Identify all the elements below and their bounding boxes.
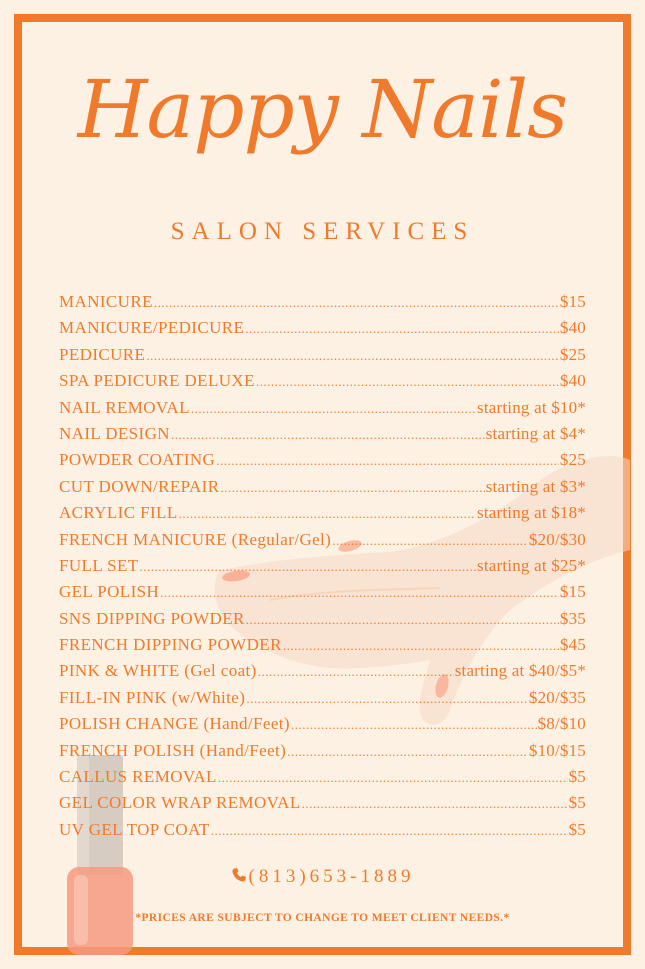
service-row: [59, 553, 586, 579]
service-row: [59, 632, 586, 658]
dot-leader: [146, 343, 559, 369]
dot-leader: [291, 712, 537, 738]
service-name: FILL-IN PINK (w/White): [59, 687, 246, 707]
service-name: MANICURE: [59, 292, 153, 311]
service-name: FRENCH MANICURE (Regular/Gel): [59, 529, 332, 549]
dot-leader: [154, 290, 559, 316]
service-row: [59, 764, 586, 790]
service-name: PINK & WHITE (Gel coat): [59, 661, 257, 681]
service-price: starting at $4*: [485, 423, 586, 443]
service-row: [59, 447, 586, 473]
phone-number: [0, 866, 645, 888]
service-price: $45: [559, 635, 586, 655]
service-row: [59, 342, 586, 368]
dot-leader: [179, 501, 476, 527]
dot-leader: [258, 659, 454, 685]
service-row: [59, 527, 586, 553]
dot-leader: [256, 369, 559, 395]
service-price: $10/$15: [528, 740, 586, 760]
service-name: UV GEL TOP COAT: [59, 819, 210, 839]
dot-leader: [218, 765, 568, 791]
service-name: CUT DOWN/REPAIR: [59, 476, 220, 496]
dot-leader: [283, 633, 559, 659]
service-row: [59, 685, 586, 711]
service-row: [59, 711, 586, 737]
phone-icon: [231, 867, 247, 883]
service-price: $5: [568, 793, 586, 813]
service-row: [59, 606, 586, 632]
service-price: $40: [559, 371, 586, 391]
service-name: ACRYLIC FILL: [59, 503, 178, 523]
service-price: starting at $10*: [477, 397, 586, 417]
service-price: starting at $25*: [477, 555, 586, 575]
service-price: starting at $3*: [485, 476, 586, 496]
service-price: $20/$30: [528, 529, 586, 549]
service-row: [59, 289, 586, 315]
service-name: GEL POLISH: [59, 582, 160, 602]
service-name: NAIL REMOVAL: [59, 397, 190, 417]
service-price: $40: [559, 318, 586, 338]
service-price: $5: [568, 767, 586, 787]
service-price: $15: [559, 292, 586, 311]
service-name: SPA PEDICURE DELUXE: [59, 371, 255, 391]
dot-leader: [171, 422, 485, 448]
service-price: starting at $18*: [477, 503, 586, 523]
price-disclaimer: *PRICES ARE SUBJECT TO CHANGE TO MEET CLIENT NEEDS.*: [135, 912, 510, 924]
dot-leader: [211, 818, 568, 844]
service-price: $5: [568, 819, 586, 839]
service-row: [59, 421, 586, 447]
dot-leader: [332, 528, 528, 554]
service-price: $8/$10: [537, 714, 586, 734]
service-price: $20/$35: [528, 687, 586, 707]
service-row: [59, 395, 586, 421]
service-price: starting at $40/$5*: [454, 661, 586, 681]
service-name: POWDER COATING: [59, 450, 216, 470]
service-name: GEL COLOR WRAP REMOVAL: [59, 793, 301, 813]
dot-leader: [246, 607, 559, 633]
service-price: $25: [559, 344, 586, 364]
dot-leader: [216, 448, 559, 474]
dot-leader: [160, 580, 559, 606]
phone-number-text: (813)653-1889: [248, 866, 415, 887]
service-name: MANICURE/PEDICURE: [59, 318, 245, 338]
service-price: $25: [559, 450, 586, 470]
service-row: [59, 315, 586, 341]
service-name: FRENCH POLISH (Hand/Feet): [59, 740, 287, 760]
service-name: FRENCH DIPPING POWDER: [59, 635, 282, 655]
dot-leader: [245, 316, 559, 342]
service-row: [59, 658, 586, 684]
service-row: [59, 474, 586, 500]
service-price: $35: [559, 608, 586, 628]
dot-leader: [191, 396, 476, 422]
service-row: [59, 368, 586, 394]
service-row: [59, 817, 586, 843]
dot-leader: [140, 554, 476, 580]
salon-logo: Happy Nails: [77, 63, 568, 156]
service-name: POLISH CHANGE (Hand/Feet): [59, 714, 290, 734]
service-row: [59, 500, 586, 526]
service-price-list: [59, 289, 586, 843]
service-price: $15: [559, 582, 586, 602]
dot-leader: [220, 475, 484, 501]
service-name: NAIL DESIGN: [59, 423, 170, 443]
service-row: [59, 738, 586, 764]
service-row: [59, 790, 586, 816]
service-name: SNS DIPPING POWDER: [59, 608, 245, 628]
service-name: CALLUS REMOVAL: [59, 767, 217, 787]
page-subtitle: SALON SERVICES: [170, 218, 475, 245]
service-name: PEDICURE: [59, 344, 146, 364]
dot-leader: [302, 791, 568, 817]
dot-leader: [246, 686, 528, 712]
service-name: FULL SET: [59, 555, 139, 575]
service-row: [59, 579, 586, 605]
dot-leader: [287, 739, 528, 765]
